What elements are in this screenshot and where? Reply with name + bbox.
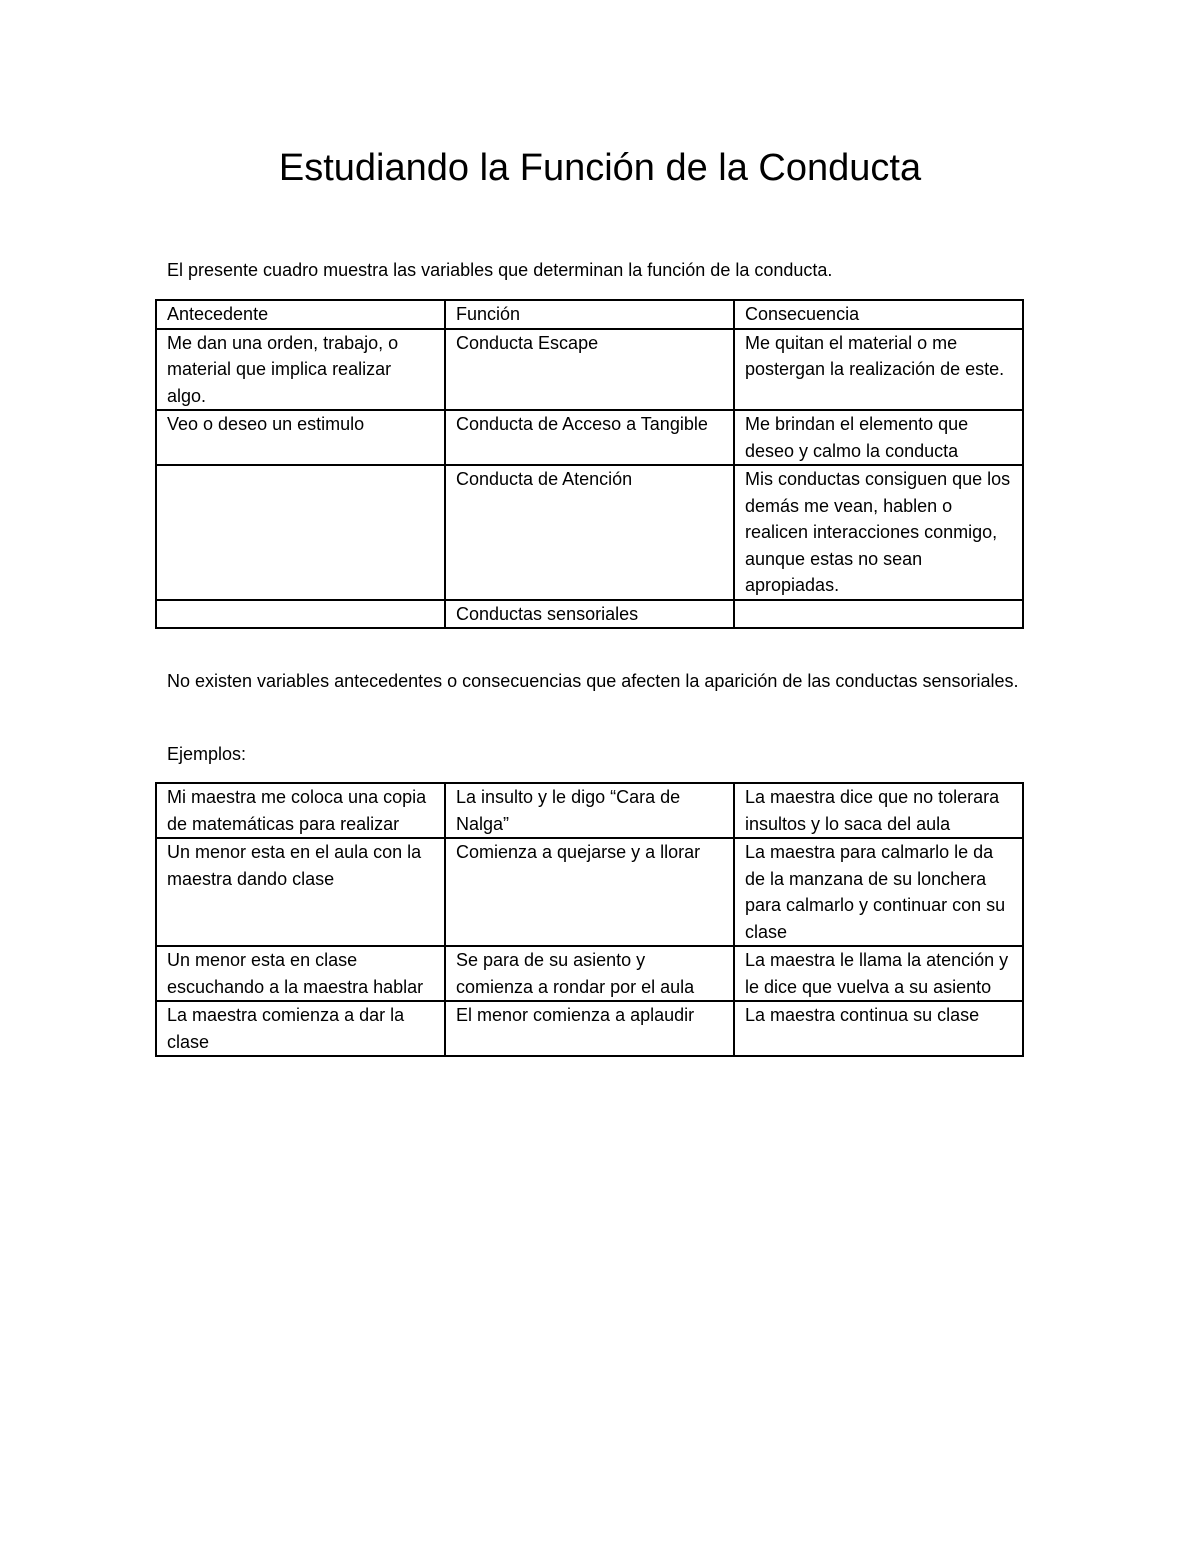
antecedent-cell	[156, 465, 445, 600]
functions-table	[155, 299, 1024, 629]
function-cell: Conducta Escape	[445, 329, 734, 411]
table-row	[156, 1001, 1023, 1056]
function-cell: Conductas sensoriales	[445, 600, 734, 629]
example-behavior-cell: La insulto y le digo “Cara de Nalga”	[445, 783, 734, 838]
header-cell-consecuencia: Consecuencia	[734, 300, 1023, 329]
table-row	[156, 410, 1023, 465]
function-cell: Conducta de Atención	[445, 465, 734, 600]
table-row	[156, 465, 1023, 600]
antecedent-cell	[156, 600, 445, 629]
table-row	[156, 946, 1023, 1001]
antecedent-cell: Me dan una orden, trabajo, o material que implica realizar algo.	[156, 329, 445, 411]
page-title: Estudiando la Función de la Conducta	[278, 147, 922, 189]
example-behavior-cell: Se para de su asiento y comienza a rondar por el aula	[445, 946, 734, 1001]
example-behavior-cell: Comienza a quejarse y a llorar	[445, 838, 734, 946]
example-antecedent-cell: La maestra comienza a dar la clase	[156, 1001, 445, 1056]
consequence-cell: Me brindan el elemento que deseo y calmo la conducta	[734, 410, 1023, 465]
consequence-cell: Mis conductas consiguen que los demás me vean, hablen o realicen interacciones conmigo, aunque estas no sean apropiadas.	[734, 465, 1023, 600]
example-consequence-cell: La maestra dice que no tolerara insultos y lo saca del aula	[734, 783, 1023, 838]
table-row	[156, 329, 1023, 411]
antecedent-cell: Veo o deseo un estimulo	[156, 410, 445, 465]
example-consequence-cell: La maestra continua su clase	[734, 1001, 1023, 1056]
example-consequence-cell: La maestra le llama la atención y le dice que vuelva a su asiento	[734, 946, 1023, 1001]
examples-label: Ejemplos:	[167, 744, 247, 764]
example-consequence-cell: La maestra para calmarlo le da de la manzana de su lonchera para calmarlo y continuar con su clase	[734, 838, 1023, 946]
intro-paragraph: El presente cuadro muestra las variables que determinan la función de la conducta.	[167, 260, 833, 280]
table-row	[156, 600, 1023, 629]
table-row	[156, 838, 1023, 946]
example-antecedent-cell: Mi maestra me coloca una copia de matemáticas para realizar	[156, 783, 445, 838]
header-cell-funcion: Función	[445, 300, 734, 329]
consequence-cell: Me quitan el material o me postergan la realización de este.	[734, 329, 1023, 411]
note-paragraph: No existen variables antecedentes o consecuencias que afecten la aparición de las conductas sensoriales.	[167, 671, 1019, 691]
example-antecedent-cell: Un menor esta en clase escuchando a la maestra hablar	[156, 946, 445, 1001]
examples-table	[155, 782, 1024, 1057]
example-antecedent-cell: Un menor esta en el aula con la maestra dando clase	[156, 838, 445, 946]
function-cell: Conducta de Acceso a Tangible	[445, 410, 734, 465]
table-row	[156, 783, 1023, 838]
example-behavior-cell: El menor comienza a aplaudir	[445, 1001, 734, 1056]
header-cell-antecedente: Antecedente	[156, 300, 445, 329]
consequence-cell	[734, 600, 1023, 629]
table-header-row	[156, 300, 1023, 329]
